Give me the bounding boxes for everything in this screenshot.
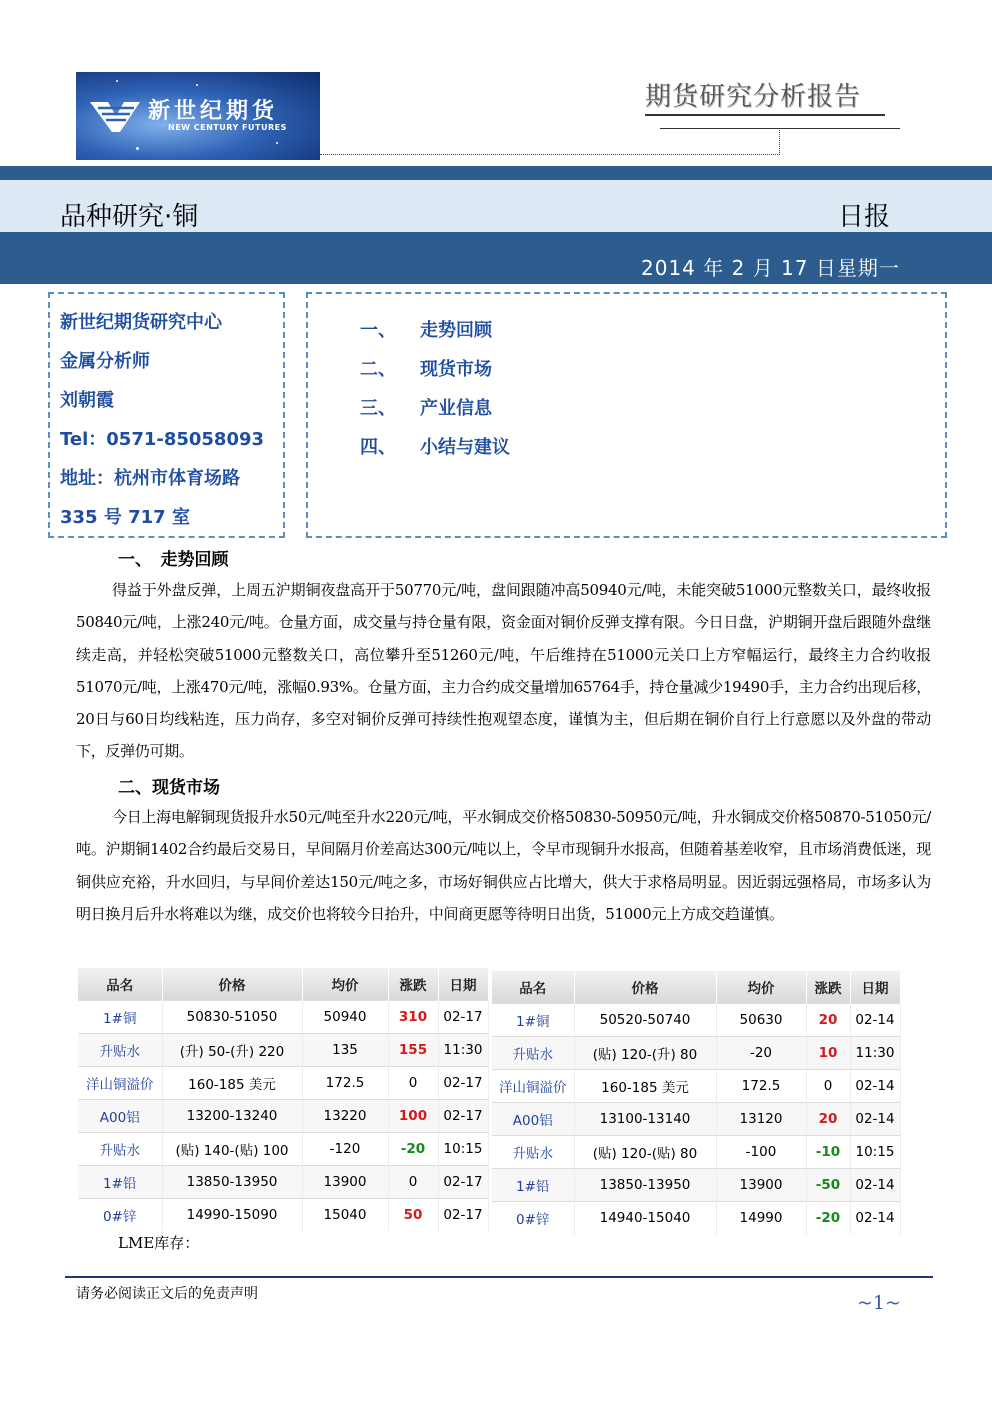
section-heading-trend: 一、 走势回顾 (118, 550, 229, 570)
cell-name: 升贴水 (492, 1037, 574, 1070)
logo-text-en: NEW CENTURY FUTURES (168, 123, 287, 132)
cell-change: -10 (806, 1136, 850, 1169)
cell-name: 1#铜 (78, 1001, 162, 1034)
cell-change: 0 (388, 1067, 438, 1100)
toc-item[interactable]: 走势回顾 (420, 320, 492, 341)
toc-number: 四、 (360, 437, 396, 458)
cell-name: 升贴水 (78, 1133, 162, 1166)
cell-date: 02-17 (438, 1001, 488, 1034)
info-line: 刘朝霞 (60, 390, 114, 411)
cell-avg: 50940 (302, 1001, 388, 1034)
cell-price: 14990-15090 (162, 1199, 302, 1232)
table-row (492, 1202, 900, 1235)
table-header-row (78, 968, 488, 1001)
toc-number: 三、 (360, 398, 396, 419)
title-underline (645, 114, 885, 116)
cell-name: A00铝 (78, 1100, 162, 1133)
footer-divider (65, 1276, 933, 1278)
page-subtitle: 品种研究·铜 (60, 202, 199, 232)
cell-date: 02-14 (850, 1070, 900, 1103)
cell-change: 50 (388, 1199, 438, 1232)
cell-avg: 13900 (302, 1166, 388, 1199)
col-header: 品名 (492, 971, 574, 1004)
toc-item[interactable]: 产业信息 (420, 398, 492, 419)
logo-text-cn: 新世纪期货 (148, 98, 279, 124)
cell-name: 洋山铜溢价 (492, 1070, 574, 1103)
cell-price: 50520-50740 (574, 1004, 716, 1037)
cell-date: 02-17 (438, 1166, 488, 1199)
cell-name: 0#锌 (78, 1199, 162, 1232)
toc-number: 一、 (360, 320, 396, 341)
cell-change: -20 (806, 1202, 850, 1235)
col-header: 涨跌 (388, 968, 438, 1001)
report-type: 日报 (838, 202, 891, 232)
cell-date: 02-14 (850, 1103, 900, 1136)
lme-inventory-label: LME库存： (118, 1234, 200, 1252)
title-underline-secondary (660, 128, 900, 129)
table-row (492, 1103, 900, 1136)
cell-change: 0 (806, 1070, 850, 1103)
section-heading-spot: 二、现货市场 (118, 778, 220, 798)
report-date: 2014 年 2 月 17 日星期一 (641, 256, 900, 280)
analyst-info-box (48, 292, 285, 538)
cell-avg: 15040 (302, 1199, 388, 1232)
cell-price: (升) 50-(升) 220 (162, 1034, 302, 1067)
table-row (492, 1037, 900, 1070)
col-header: 均价 (716, 971, 806, 1004)
cell-price: (贴) 120-(升) 80 (574, 1037, 716, 1070)
info-line: 地址：杭州市体育场路 (60, 468, 240, 489)
cell-avg: 13900 (716, 1169, 806, 1202)
cell-change: 0 (388, 1166, 438, 1199)
cell-price: 13850-13950 (574, 1169, 716, 1202)
disclaimer-note: 请务必阅读正文后的免责声明 (76, 1286, 258, 1302)
cell-avg: 172.5 (302, 1067, 388, 1100)
col-header: 价格 (574, 971, 716, 1004)
cell-date: 11:30 (438, 1034, 488, 1067)
table-row (492, 1136, 900, 1169)
section-text-trend: 得益于外盘反弹，上周五沪期铜夜盘高开于50770元/吨，盘间跟随冲高50940元/吨，未能突破51000元整数关口，最终收报50840元/吨，上涨240元/吨。仓量方面，成交量与持仓量有限，资金面对铜价反弹支撑有限。今日日盘，沪期铜开盘后跟随外盘继续走高，并轻松突破51000元整数关口，高位攀升至51260元/吨，午后维持在51000元关口上方窄幅运行，最终主力合约收报51070元/吨，上涨470元/吨，涨幅0.93%。仓量方面，主力合约成交量增加65764手，持仓量减少19490手，主力合约出现后移，20日与60日均线粘连，压力尚存，多空对铜价反弹可持续性抱观望态度，谨慎为主，但后期在铜价自行上行意愿以及外盘的带动下，反弹仍可期。 (76, 581, 931, 761)
table-of-contents (306, 292, 947, 538)
cell-price: 13850-13950 (162, 1166, 302, 1199)
table-row (492, 1169, 900, 1202)
col-header: 价格 (162, 968, 302, 1001)
cell-name: 升贴水 (78, 1034, 162, 1067)
col-header: 均价 (302, 968, 388, 1001)
cell-name: 1#铜 (492, 1004, 574, 1037)
table-header-row (492, 971, 900, 1004)
cell-name: 洋山铜溢价 (78, 1067, 162, 1100)
spot-price-table-today (78, 968, 489, 1231)
cell-avg: 135 (302, 1034, 388, 1067)
table-row (492, 1004, 900, 1037)
cell-price: 14940-15040 (574, 1202, 716, 1235)
toc-item[interactable]: 小结与建议 (420, 437, 510, 458)
cell-date: 02-14 (850, 1202, 900, 1235)
cell-price: 160-185 美元 (574, 1070, 716, 1103)
header-dotted-tick (779, 130, 780, 155)
cell-price: 13100-13140 (574, 1103, 716, 1136)
cell-date: 02-17 (438, 1067, 488, 1100)
header-band-top (0, 166, 992, 180)
toc-item[interactable]: 现货市场 (420, 359, 492, 380)
cell-date: 02-14 (850, 1004, 900, 1037)
cell-avg: 172.5 (716, 1070, 806, 1103)
cell-name: 0#锌 (492, 1202, 574, 1235)
cell-change: 20 (806, 1004, 850, 1037)
info-line: Tel：0571-85058093 (60, 429, 265, 450)
cell-change: -50 (806, 1169, 850, 1202)
cell-avg: 50630 (716, 1004, 806, 1037)
cell-date: 11:30 (850, 1037, 900, 1070)
company-logo (76, 72, 320, 160)
col-header: 涨跌 (806, 971, 850, 1004)
cell-date: 02-14 (850, 1169, 900, 1202)
cell-date: 02-17 (438, 1199, 488, 1232)
toc-number: 二、 (360, 359, 396, 380)
cell-date: 10:15 (850, 1136, 900, 1169)
table-row (78, 1034, 488, 1067)
cell-change: 20 (806, 1103, 850, 1136)
cell-avg: 13120 (716, 1103, 806, 1136)
cell-name: 升贴水 (492, 1136, 574, 1169)
cell-avg: 13220 (302, 1100, 388, 1133)
spot-price-table-previous (492, 971, 901, 1234)
cell-avg: -120 (302, 1133, 388, 1166)
report-title: 期货研究分析报告 (645, 82, 862, 112)
cell-name: 1#铅 (78, 1166, 162, 1199)
cell-change: 310 (388, 1001, 438, 1034)
table-row (78, 1067, 488, 1100)
cell-change: -20 (388, 1133, 438, 1166)
cell-change: 10 (806, 1037, 850, 1070)
header-dotted-line (320, 154, 780, 155)
cell-avg: -20 (716, 1037, 806, 1070)
cell-price: 160-185 美元 (162, 1067, 302, 1100)
cell-avg: -100 (716, 1136, 806, 1169)
col-header: 日期 (850, 971, 900, 1004)
cell-price: (贴) 140-(贴) 100 (162, 1133, 302, 1166)
page-number: ~1~ (857, 1292, 901, 1314)
logo-emblem-icon (90, 100, 140, 134)
info-line: 金属分析师 (60, 351, 150, 372)
table-row (78, 1100, 488, 1133)
cell-name: 1#铅 (492, 1169, 574, 1202)
cell-avg: 14990 (716, 1202, 806, 1235)
cell-date: 10:15 (438, 1133, 488, 1166)
table-row (78, 1133, 488, 1166)
col-header: 日期 (438, 968, 488, 1001)
cell-date: 02-17 (438, 1100, 488, 1133)
cell-change: 155 (388, 1034, 438, 1067)
cell-name: A00铝 (492, 1103, 574, 1136)
cell-price: 50830-51050 (162, 1001, 302, 1034)
col-header: 品名 (78, 968, 162, 1001)
cell-price: (贴) 120-(贴) 80 (574, 1136, 716, 1169)
table-row (78, 1166, 488, 1199)
section-text-spot: 今日上海电解铜现货报升水50元/吨至升水220元/吨，平水铜成交价格50830-50950元/吨，升水铜成交价格50870-51050元/吨。沪期铜1402合约最后交易日，早间隔月价差高达300元/吨以上，令早市现铜升水报高，但随着基差收窄，且市场消费低迷，现铜供应充裕，升水回归，与早间价差达150元/吨之多，市场好铜供应占比增大，供大于求格局明显。因近弱远强格局，市场多认为明日换月后升水将难以为继，成交价也将较今日抬升，中间商更愿等待明日出货，51000元上方成交趋谨慎。 (76, 808, 931, 923)
cell-change: 100 (388, 1100, 438, 1133)
info-line: 新世纪期货研究中心 (60, 312, 222, 333)
info-line: 335 号 717 室 (60, 507, 190, 528)
cell-price: 13200-13240 (162, 1100, 302, 1133)
table-row (78, 1001, 488, 1034)
table-row (78, 1199, 488, 1232)
table-row (492, 1070, 900, 1103)
